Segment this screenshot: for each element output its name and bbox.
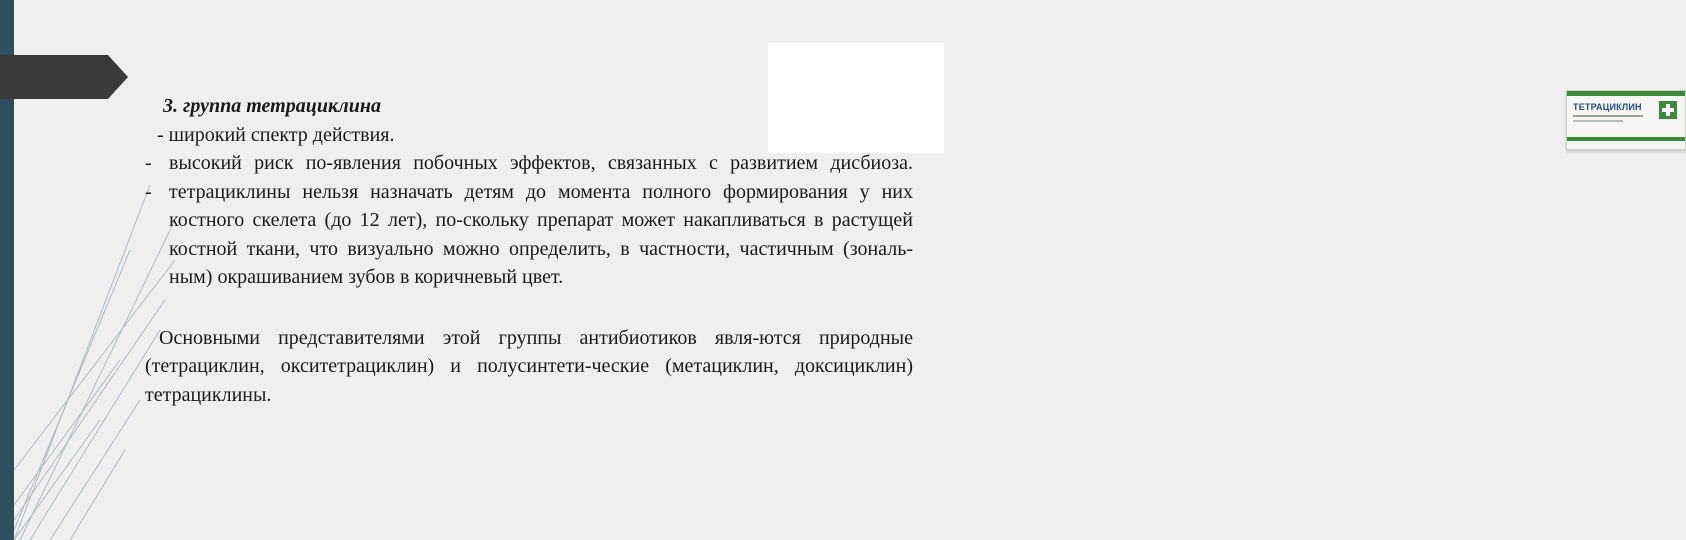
bullet-text: высокий риск по-явления побочных эффектов, связанных с развитием дисбиоза. — [169, 152, 913, 174]
package-label: ТЕТРАЦИКЛИН — [1573, 102, 1642, 112]
package-stripe-bottom — [1567, 137, 1685, 141]
pharmacy-cross-icon — [1659, 101, 1677, 119]
package-fine-print — [1573, 115, 1643, 117]
subline: - широкий спектр действия. — [157, 123, 395, 146]
bullet-text: тетрациклины нельзя назначать детям до момента полного формирования у них костного скелета (до 12 лет), по-скольку препарат может накапливаться в растущей костной ткани, что визуально можно определить, в частности, частичным (зональ-ным) окрашиванием зубов в коричневый цвет. — [169, 180, 913, 288]
bullet-marker: - — [145, 152, 152, 174]
package-stripe-top — [1567, 91, 1685, 96]
package-box — [1566, 90, 1686, 150]
slide-body — [145, 92, 913, 409]
package-fine-print — [1573, 120, 1623, 122]
title-arrow-tab — [0, 55, 130, 99]
bullet-item — [145, 149, 913, 178]
bullet-item — [145, 178, 913, 292]
body-paragraph: Основными представителями этой группы антибиотиков явля-ются природные (тетрациклин, окситетрациклин) и полусинтети-ческие (метациклин, доксициклин) тетрациклины. — [145, 326, 913, 406]
slide-heading: 3. группа тетрациклина — [163, 95, 381, 117]
bullet-marker: - — [145, 180, 152, 203]
